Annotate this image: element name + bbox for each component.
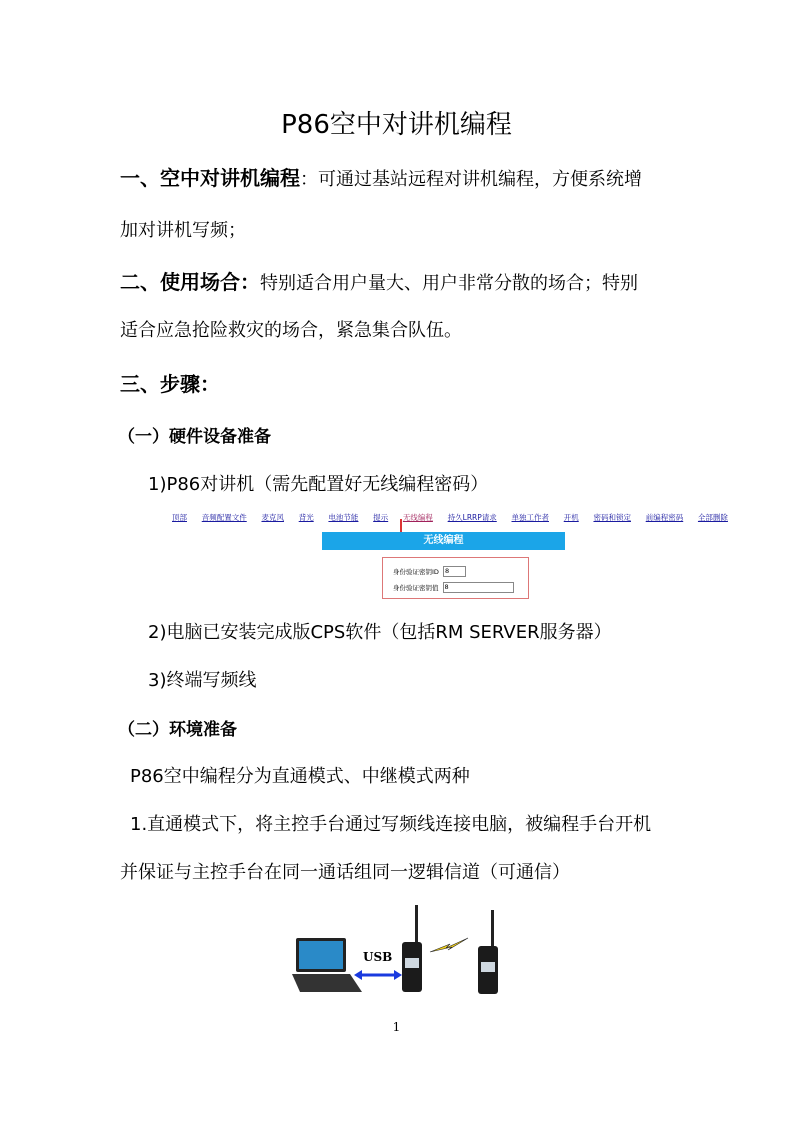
- lightning-icon: [430, 938, 468, 952]
- nav-item: 顶部: [172, 513, 187, 522]
- nav-item: 电池节能: [328, 513, 359, 522]
- diagram-graphic: [290, 900, 520, 1000]
- subsection-1-heading: （一）硬件设备准备: [118, 427, 271, 447]
- item-2: 2)电脑已安装完成版CPS软件（包括RM SERVER服务器）: [148, 622, 612, 643]
- nav-item: 持久LRRP请求: [447, 513, 497, 522]
- password-box: [382, 557, 529, 599]
- page-number: 1: [392, 1020, 401, 1034]
- radio-icon: [402, 905, 422, 992]
- section-1-text-cont: 加对讲机写频；: [120, 220, 246, 241]
- cps-screenshot: [172, 512, 728, 602]
- field-label: 身份验证密钥值: [393, 584, 439, 592]
- nav-item: 麦克风: [261, 513, 284, 522]
- paragraph-3: 并保证与主控手台在同一通话组同一逻辑信道（可通信）: [120, 862, 570, 883]
- section-1: [120, 162, 642, 191]
- nav-item: 密码和锁定: [593, 513, 631, 522]
- direct-mode-diagram: [290, 900, 520, 1000]
- section-1-text: ：可通过基站远程对讲机编程，方便系统增: [300, 169, 642, 190]
- paragraph-1: P86空中编程分为直通模式、中继模式两种: [130, 766, 470, 787]
- field-value: 8: [443, 582, 514, 593]
- nav-item: 前编程密码: [645, 513, 684, 522]
- section-3-heading: 三、步骤：: [120, 372, 220, 396]
- subsection-2-heading: （二）环境准备: [118, 720, 237, 740]
- radio-icon: [478, 910, 498, 994]
- nav-item: 单独工作者: [511, 513, 549, 522]
- document-title: P86空中对讲机编程: [281, 110, 512, 140]
- section-2-text: 特别适合用户量大、用户非常分散的场合；特别: [260, 273, 638, 294]
- paragraph-2: 1.直通模式下，将主控手台通过写频线连接电脑，被编程手台开机: [130, 814, 652, 835]
- section-2-text-cont: 适合应急抢险救灾的场合，紧急集合队伍。: [120, 320, 462, 341]
- nav-item: 提示: [373, 513, 389, 522]
- panel-title: 无线编程: [322, 532, 565, 550]
- nav-item-active: 无线编程: [402, 513, 433, 522]
- cps-nav: [172, 512, 728, 523]
- item-1: 1)P86对讲机（需先配置好无线编程密码）: [148, 474, 489, 495]
- nav-item: 音频配置文件: [201, 513, 247, 522]
- field-label: 身份验证密钥ID: [393, 568, 439, 576]
- usb-arrow-icon: [354, 970, 402, 980]
- nav-item: 背光: [298, 513, 314, 522]
- section-2: [120, 266, 638, 295]
- nav-item: 开机: [563, 513, 579, 522]
- section-2-heading: 二、使用场合：: [120, 270, 260, 294]
- laptop-icon: [292, 938, 362, 992]
- usb-label: USB: [363, 950, 393, 964]
- section-1-heading: 一、空中对讲机编程: [120, 166, 300, 190]
- item-3: 3)终端写频线: [148, 670, 257, 691]
- nav-item: 全部删除: [697, 513, 728, 522]
- field-value: 8: [443, 566, 466, 577]
